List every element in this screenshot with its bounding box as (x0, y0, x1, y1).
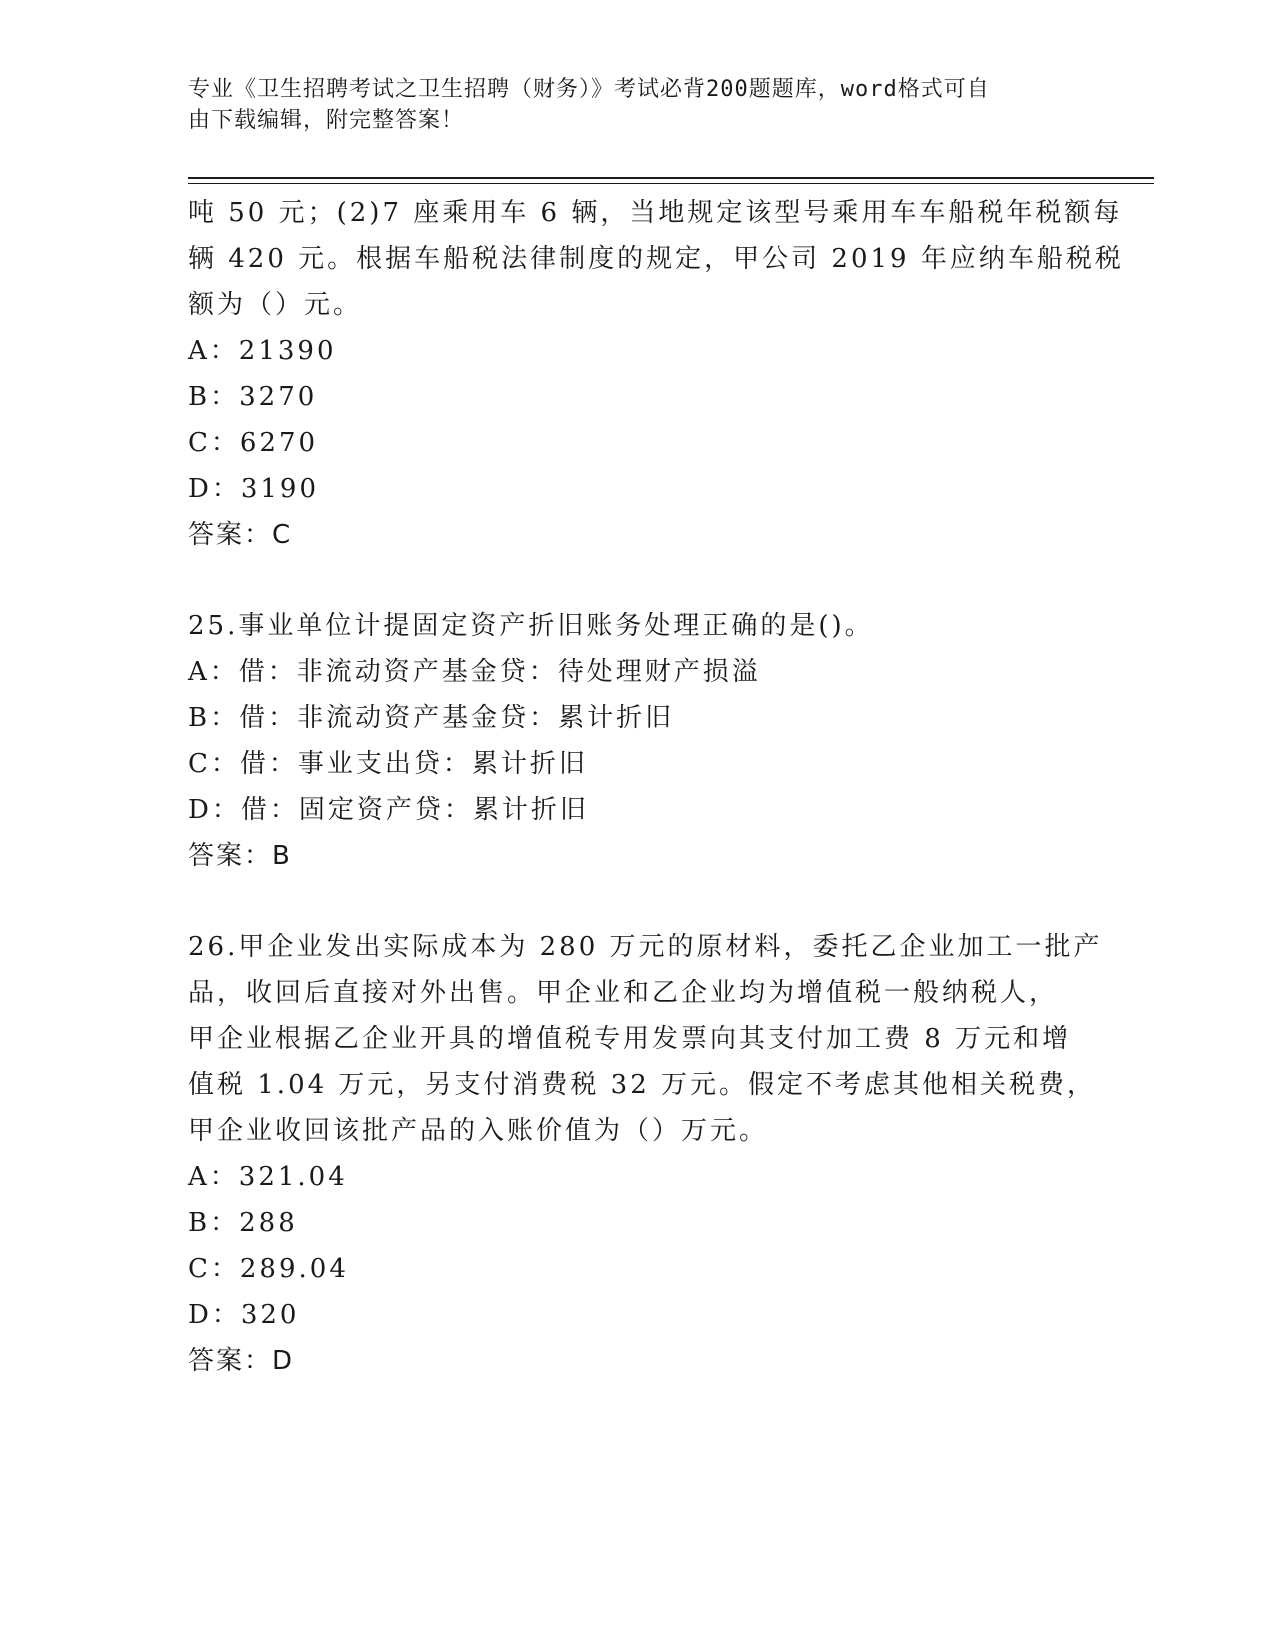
header-rule-thick (188, 177, 1154, 179)
document-body (188, 190, 1124, 1384)
header-rule-thin (188, 183, 1154, 184)
question-text-line: 辆 420 元。根据车船税法律制度的规定，甲公司 2019 年应纳车船税税 (188, 244, 1124, 274)
question-26 (188, 924, 1103, 1384)
option-b: B：借：非流动资产基金贷：累计折旧 (188, 703, 675, 733)
question-25 (188, 603, 1088, 879)
option-c: C：6270 (188, 428, 319, 458)
header-line-1: 专业《卫生招聘考试之卫生招聘（财务）》考试必背200题题库，word格式可自 (188, 77, 990, 102)
option-a: A：21390 (188, 336, 337, 366)
question-text-line: 值税 1.04 万元，另支付消费税 32 万元。假定不考虑其他相关税费， (188, 1070, 1097, 1100)
question-text-line: 额为（）元。 (188, 290, 363, 320)
answer-line: 答案：C (188, 520, 293, 550)
option-a: A：321.04 (188, 1162, 348, 1192)
option-d: D：320 (188, 1300, 300, 1330)
document-header (188, 74, 1068, 136)
question-text-line: 25.事业单位计提固定资产折旧账务处理正确的是()。 (188, 611, 874, 641)
option-b: B：3270 (188, 382, 318, 412)
question-text-line: 甲企业根据乙企业开具的增值税专用发票向其支付加工费 8 万元和增 (188, 1024, 1072, 1054)
question-text-line: 甲企业收回该批产品的入账价值为（）万元。 (188, 1116, 769, 1146)
question-text-line: 吨 50 元；(2)7 座乘用车 6 辆，当地规定该型号乘用车车船税年税额每 (188, 198, 1123, 228)
question-24 (188, 190, 1124, 558)
header-line-2: 由下载编辑，附完整答案！ (188, 108, 465, 133)
option-c: C：289.04 (188, 1254, 349, 1284)
question-text-line: 品，收回后直接对外出售。甲企业和乙企业均为增值税一般纳税人， (188, 978, 1059, 1008)
option-d: D：3190 (188, 474, 320, 504)
answer-line: 答案：D (188, 1346, 295, 1376)
question-text-line: 26.甲企业发出实际成本为 280 万元的原材料，委托乙企业加工一批产 (188, 932, 1103, 962)
option-c: C：借：事业支出贷：累计折旧 (188, 749, 588, 779)
option-a: A：借：非流动资产基金贷：待处理财产损溢 (188, 657, 761, 687)
option-d: D：借：固定资产贷：累计折旧 (188, 795, 589, 825)
answer-line: 答案：B (188, 841, 292, 871)
spacer (188, 558, 1088, 603)
spacer (188, 879, 1088, 924)
option-b: B：288 (188, 1208, 298, 1238)
